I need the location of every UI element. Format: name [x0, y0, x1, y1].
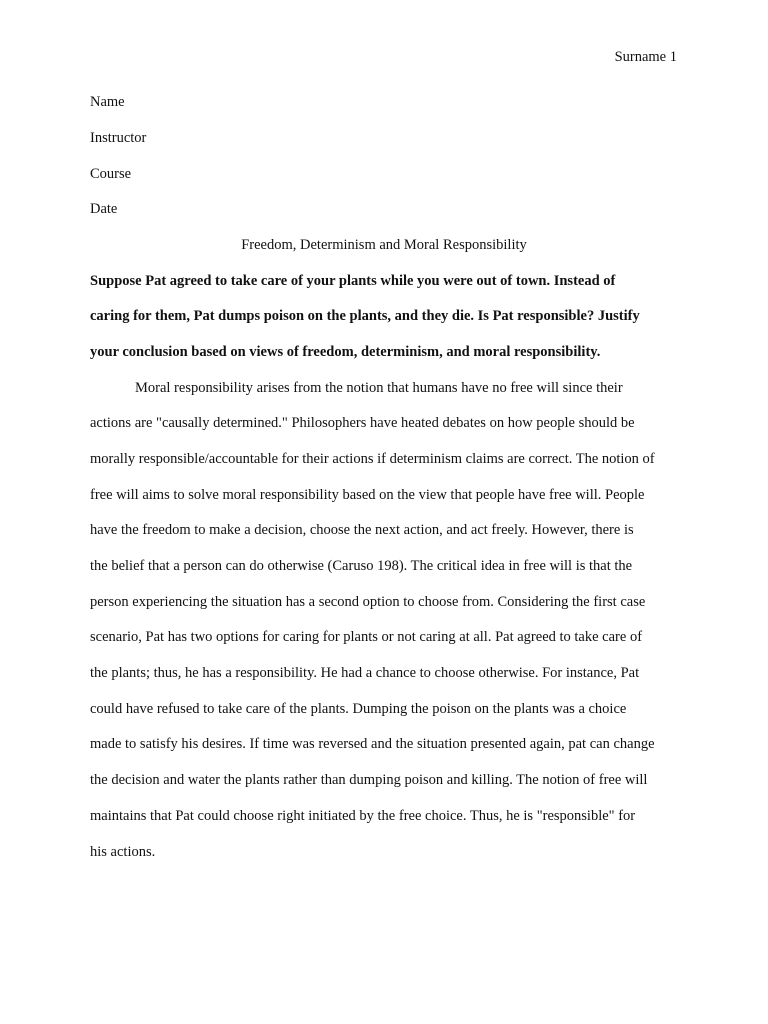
- body-line: scenario, Pat has two options for caring for plants or not caring at all. Pat agreed to take care of: [90, 629, 643, 645]
- body-line: made to satisfy his desires. If time was reversed and the situation presented again, pat can change: [90, 736, 655, 752]
- essay-title: Freedom, Determinism and Moral Responsibility: [241, 237, 527, 253]
- body-line: actions are "causally determined." Philosophers have heated debates on how people should be: [90, 415, 635, 431]
- body-line: his actions.: [90, 844, 156, 860]
- prompt-line: your conclusion based on views of freedom, determinism, and moral responsibility.: [90, 344, 601, 360]
- body-line: person experiencing the situation has a second option to choose from. Considering the first case: [90, 594, 646, 610]
- body-line: could have refused to take care of the plants. Dumping the poison on the plants was a choice: [90, 701, 627, 717]
- student-name: Name: [90, 94, 125, 110]
- body-line: maintains that Pat could choose right initiated by the free choice. Thus, he is "responsible" for: [90, 808, 636, 824]
- running-head: Surname 1: [614, 49, 677, 65]
- body-line: morally responsible/accountable for their actions if determinism claims are correct. The notion of: [90, 451, 655, 467]
- course-name: Course: [90, 166, 132, 182]
- body-line: the belief that a person can do otherwise (Caruso 198). The critical idea in free will is that the: [90, 558, 633, 574]
- body-line: free will aims to solve moral responsibility based on the view that people have free will. People: [90, 487, 645, 503]
- body-line: the plants; thus, he has a responsibility. He had a chance to choose otherwise. For instance, Pat: [90, 665, 640, 681]
- instructor-name: Instructor: [90, 130, 147, 146]
- date: Date: [90, 201, 118, 217]
- body-line: the decision and water the plants rather than dumping poison and killing. The notion of free will: [90, 772, 648, 788]
- prompt-line: caring for them, Pat dumps poison on the plants, and they die. Is Pat responsible? Justify: [90, 308, 640, 324]
- prompt-line: Suppose Pat agreed to take care of your plants while you were out of town. Instead of: [90, 273, 616, 289]
- body-line: have the freedom to make a decision, choose the next action, and act freely. However, there is: [90, 522, 634, 538]
- body-line: Moral responsibility arises from the notion that humans have no free will since their: [135, 380, 623, 396]
